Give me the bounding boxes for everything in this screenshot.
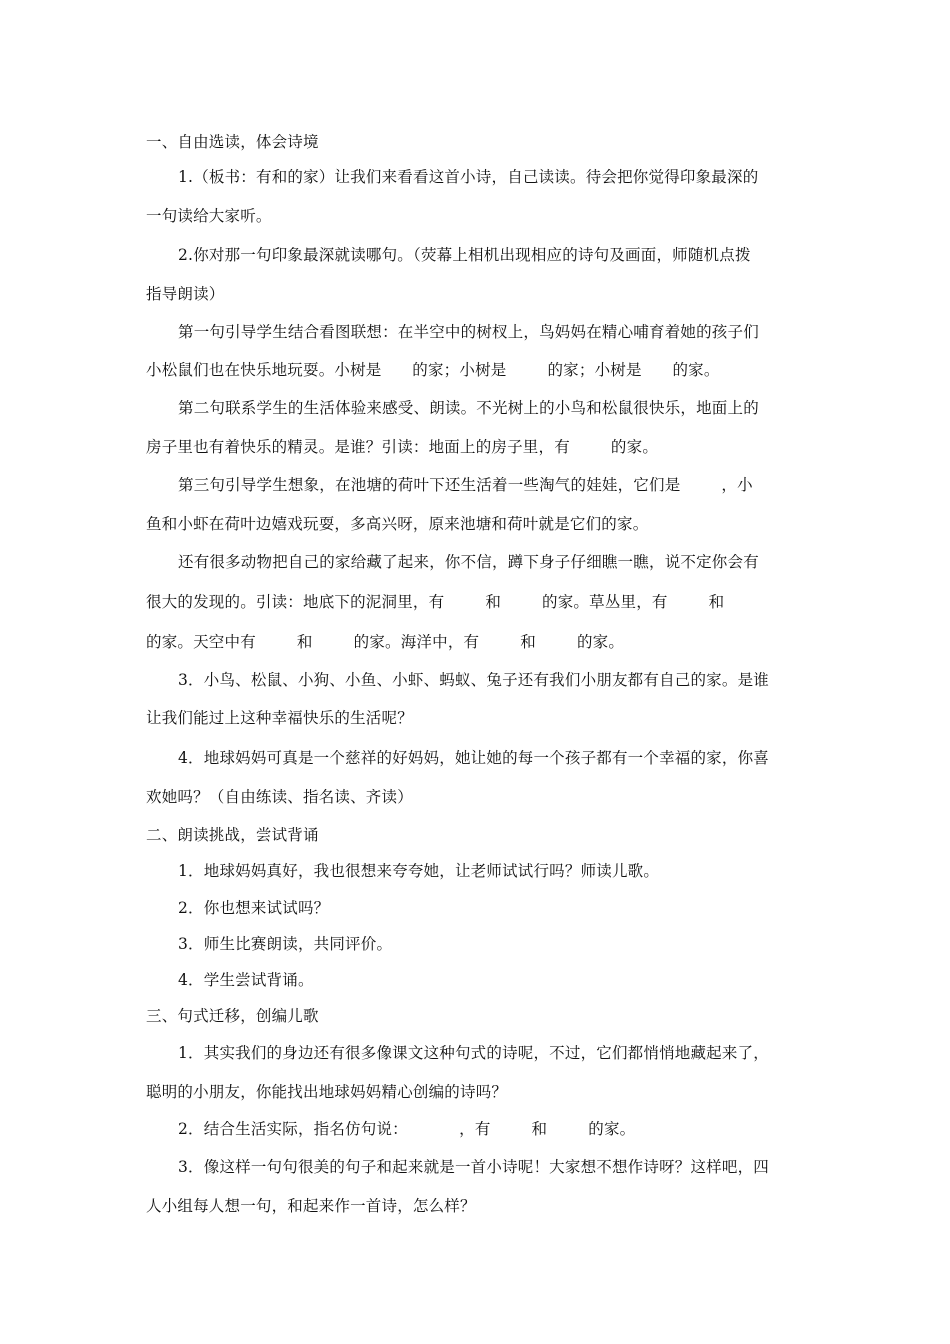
paragraph-line: 聪明的小朋友，你能找出地球妈妈精心创编的诗吗？ [146,1083,508,1101]
section-heading-3: 三、句式迁移，创编儿歌 [146,1007,319,1025]
paragraph-line: 第三句引导学生想象，在池塘的荷叶下还生活着一些淘气的娃娃，它们是 ，小 [178,476,753,494]
paragraph-line: 一句读给大家听。 [146,207,272,225]
paragraph-line: 3．小鸟、松鼠、小狗、小鱼、小虾、蚂蚁、兔子还有我们小朋友都有自己的家。是谁 [178,671,769,689]
paragraph-line: 2．你也想来试试吗？ [178,899,330,917]
paragraph-line: 第二句联系学生的生活体验来感受、朗读。不光树上的小鸟和松鼠很快乐，地面上的 [178,399,759,417]
paragraph-line: 2．结合生活实际，指名仿句说： ，有 和 的家。 [178,1120,636,1138]
paragraph-line: 欢她吗？（自由练读、指名读、齐读） [146,788,413,806]
paragraph-line: 让我们能过上这种幸福快乐的生活呢？ [146,709,413,727]
paragraph-line: 还有很多动物把自己的家给藏了起来，你不信，蹲下身子仔细瞧一瞧，说不定你会有 [178,553,759,571]
paragraph-line: 小松鼠们也在快乐地玩耍。小树是 的家；小树是 的家；小树是 的家。 [146,361,720,379]
paragraph-line: 房子里也有着快乐的精灵。是谁？引读：地面上的房子里，有 的家。 [146,438,659,456]
paragraph-line: 的家。天空中有 和 的家。海洋中，有 和 的家。 [146,633,625,651]
paragraph-line: 4．地球妈妈可真是一个慈祥的好妈妈，她让她的每一个孩子都有一个幸福的家，你喜 [178,749,769,767]
paragraph-line: 1.（板书：有和的家）让我们来看看这首小诗，自己读读。待会把你觉得印象最深的 [178,168,759,186]
paragraph-line: 第一句引导学生结合看图联想：在半空中的树杈上，鸟妈妈在精心哺育着她的孩子们 [178,323,759,341]
paragraph-line: 很大的发现的。引读：地底下的泥洞里，有 和 的家。草丛里，有 和 [146,593,725,611]
paragraph-line: 人小组每人想一句，和起来作一首诗，怎么样？ [146,1197,476,1215]
paragraph-line: 3．师生比赛朗读，共同评价。 [178,935,393,953]
paragraph-line: 3．像这样一句句很美的句子和起来就是一首小诗呢！大家想不想作诗呀？这样吧，四 [178,1158,769,1176]
section-heading-1: 一、自由选读，体会诗境 [146,133,319,151]
paragraph-line: 4．学生尝试背诵。 [178,971,314,989]
paragraph-line: 2.你对那一句印象最深就读哪句。（荧幕上相机出现相应的诗句及画面，师随机点拨 [178,246,751,264]
paragraph-line: 1．地球妈妈真好，我也很想来夸夸她，让老师试试行吗？师读儿歌。 [178,862,660,880]
paragraph-line: 指导朗读） [146,285,225,303]
paragraph-line: 1．其实我们的身边还有很多像课文这种句式的诗呢，不过，它们都悄悄地藏起来了， [178,1044,769,1062]
paragraph-line: 鱼和小虾在荷叶边嬉戏玩耍，多高兴呀，原来池塘和荷叶就是它们的家。 [146,515,649,533]
section-heading-2: 二、朗读挑战，尝试背诵 [146,826,319,844]
